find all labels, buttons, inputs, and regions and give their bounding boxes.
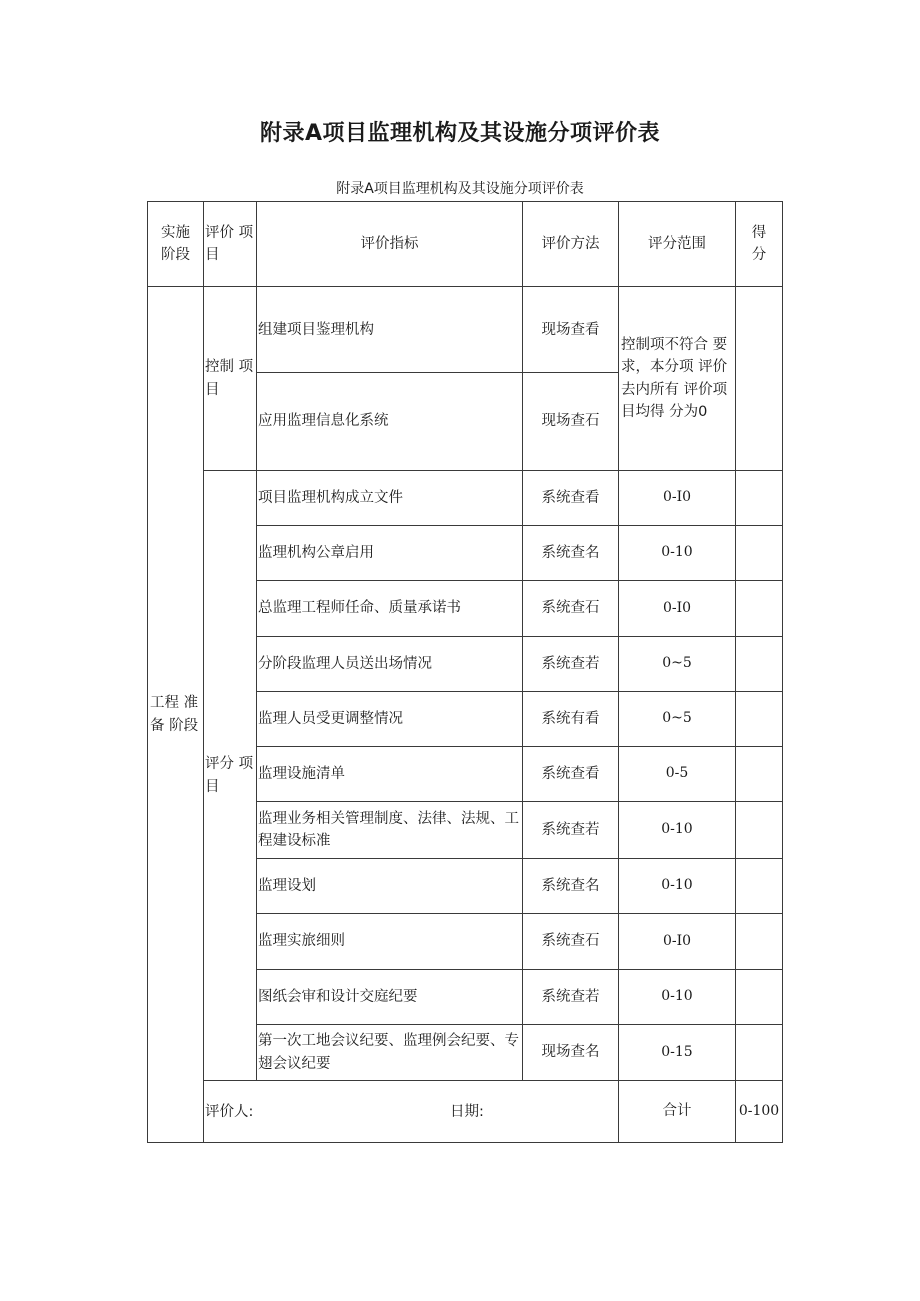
- header-score: 得分: [736, 202, 783, 287]
- table-row: [148, 287, 783, 373]
- method-cell: 系统查若: [523, 802, 619, 859]
- header-stage: 实施阶段: [148, 202, 204, 287]
- range-cell: 0-I0: [619, 914, 736, 970]
- signature-cell: [204, 1081, 619, 1143]
- range-cell: 0-I0: [619, 581, 736, 637]
- indicator-cell: 监理机构公章启用: [257, 526, 523, 581]
- indicator-cell: 总监理工程师任命、质量承诺书: [257, 581, 523, 637]
- score-cell: [736, 526, 783, 581]
- score-cell: [736, 637, 783, 692]
- score-cell: [736, 287, 783, 471]
- control-note: 控制项不符合 要求，本分项 评价去内所有 评价项目均得 分为0: [619, 287, 736, 471]
- header-range: 评分范围: [619, 202, 736, 287]
- range-cell: 0-10: [619, 802, 736, 859]
- header-method: 评价方法: [523, 202, 619, 287]
- score-cell: [736, 859, 783, 914]
- total-range: 0-100: [736, 1081, 783, 1143]
- range-cell: 0~5: [619, 692, 736, 747]
- range-cell: 0-5: [619, 747, 736, 802]
- indicator-cell: 监理设施清单: [257, 747, 523, 802]
- method-cell: 系统有看: [523, 692, 619, 747]
- method-cell: 现场查石: [523, 373, 619, 471]
- score-group-label: 评分 项目: [204, 471, 257, 1081]
- method-cell: 现场查看: [523, 287, 619, 373]
- indicator-cell: 监理人员受更调整情况: [257, 692, 523, 747]
- indicator-cell: 分阶段监理人员送出场情况: [257, 637, 523, 692]
- indicator-cell: 应用监理信息化系统: [257, 373, 523, 471]
- score-cell: [736, 692, 783, 747]
- method-cell: 系统查若: [523, 637, 619, 692]
- score-cell: [736, 802, 783, 859]
- method-cell: 系统查看: [523, 471, 619, 526]
- header-row: [148, 202, 783, 287]
- footer-row: [148, 1081, 783, 1143]
- indicator-cell: 监理实旅细则: [257, 914, 523, 970]
- indicator-cell: 监理业务相关管理制度、法律、法规、工程建设标准: [257, 802, 523, 859]
- range-cell: 0-10: [619, 859, 736, 914]
- method-cell: 系统查名: [523, 859, 619, 914]
- method-cell: 系统查看: [523, 747, 619, 802]
- score-cell: [736, 970, 783, 1025]
- header-item: 评价 项目: [204, 202, 257, 287]
- score-cell: [736, 914, 783, 970]
- score-cell: [736, 747, 783, 802]
- indicator-cell: 第一次工地会议纪要、监理例会纪要、专翅会议纪要: [257, 1025, 523, 1081]
- header-indicator: 评价指标: [257, 202, 523, 287]
- score-cell: [736, 581, 783, 637]
- score-cell: [736, 1025, 783, 1081]
- indicator-cell: 项目监理机构成立文件: [257, 471, 523, 526]
- indicator-cell: 图纸会审和设计交庭纪要: [257, 970, 523, 1025]
- indicator-cell: 监理设划: [257, 859, 523, 914]
- range-cell: 0-10: [619, 526, 736, 581]
- stage-cell: 工程 准备 阶段: [148, 287, 204, 1143]
- range-cell: 0-I0: [619, 471, 736, 526]
- range-cell: 0-15: [619, 1025, 736, 1081]
- range-cell: 0~5: [619, 637, 736, 692]
- date-label: 日期:: [450, 1104, 484, 1120]
- table-row: [148, 471, 783, 526]
- method-cell: 系统查名: [523, 526, 619, 581]
- page-title: 附录A项目监理机构及其设施分项评价表: [259, 121, 661, 146]
- method-cell: 系统查石: [523, 581, 619, 637]
- score-cell: [736, 471, 783, 526]
- method-cell: 系统查若: [523, 970, 619, 1025]
- method-cell: 系统查石: [523, 914, 619, 970]
- total-label: 合计: [619, 1081, 736, 1143]
- table-caption: 附录A项目监理机构及其设施分项评价表: [336, 181, 584, 197]
- evaluator-label: 评价人:: [205, 1104, 254, 1120]
- range-cell: 0-10: [619, 970, 736, 1025]
- control-group-label: 控制 项目: [204, 287, 257, 471]
- indicator-cell: 组建项目鉴理机构: [257, 287, 523, 373]
- evaluation-table: [147, 201, 783, 1143]
- method-cell: 现场查名: [523, 1025, 619, 1081]
